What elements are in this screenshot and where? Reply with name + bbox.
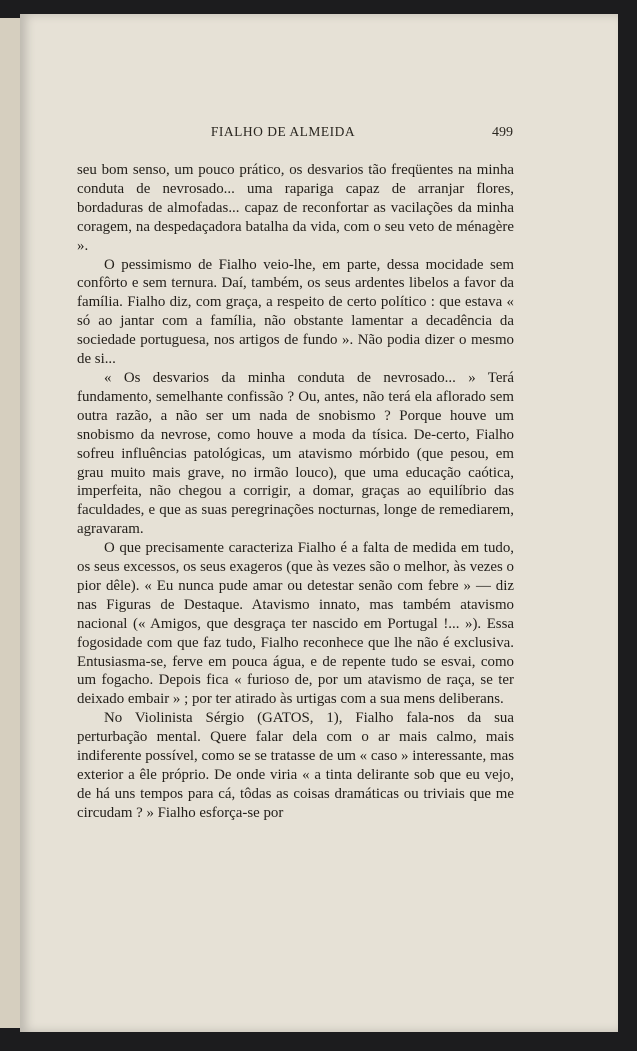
running-title: FIALHO DE ALMEIDA (210, 124, 356, 139)
paragraph: « Os desvarios da minha conduta de nevrosado... » Terá fundamento, semelhante confissão ? Ou, antes, não terá ela aflorado sem outra razão, a não ser um nada de snobismo ? Porque houve um snobismo da nevrose, como houve a moda da tísica. De-certo, Fialho sofreu influências patológicas, um atavismo mórbido (que pesou, em grau muito mais grave, no irmão louco), que uma educação caótica, imperfeita, não chegou a corrigir, a domar, graças ao equilíbrio das faculdades, e que as suas peregrinações nocturnas, longe de remediarem, agravaram. (77, 369, 514, 538)
paragraph: O pessimismo de Fialho veio-lhe, em parte, dessa mocidade sem confôrto e sem ternura. Daí, também, os seus ardentes libelos a favor da família. Fialho diz, com graça, a respeito de certo político : que estava « só ao jantar com a família, não obstante lamentar a decadência da sociedade portuguesa, nos artigos de fundo ». Não podia dizer o mesmo de si... (77, 256, 514, 368)
page-header (20, 124, 618, 144)
paragraph: O que precisamente caracteriza Fialho é a falta de medida em tudo, os seus excessos, os seus exageros (que às vezes são o melhor, às vezes o pior dêle). « Eu nunca pude amar ou detestar senão com febre » — diz nas Figuras de Destaque. Atavismo innato, mas também atavismo nacional (« Amigos, que desgraça ter nascido em Portugal !... »). Essa fogosidade com que faz tudo, Fialho reconhece que lhe não é exclusiva. Entusiasma-se, ferve em pouca água, e de repente tudo se esvai, como um fogacho. Depois fica « furioso de, por um atavismo de raça, se ter deixado embair » ; por ter atirado às urtigas com a sua mens deliberans. (77, 540, 514, 708)
body-text (77, 161, 514, 823)
paragraph: No Violinista Sérgio (GATOS, 1), Fialho fala-nos da sua perturbação mental. Quere falar dela com o ar mais calmo, mais indiferente possível, como se se tratasse de um « caso » interessante, mas exterior a êle próprio. De onde viria « a tinta delirante sob que eu vejo, de há uns tempos para cá, tôdas as coisas dramáticas ou triviais que me circudam ? » Fialho esforça-se por (77, 710, 514, 821)
book-page (20, 14, 618, 1032)
page-number: 499 (492, 125, 513, 140)
paragraph: seu bom senso, um pouco prático, os desvarios tão freqüentes na minha conduta de nevrosado... uma rapariga capaz de arranjar flores, bordaduras de almofadas... capaz de reconfortar as vacilações da minha coragem, na despedaçadora batalha da vida, com o seu veto de ménagère ». (77, 162, 514, 254)
